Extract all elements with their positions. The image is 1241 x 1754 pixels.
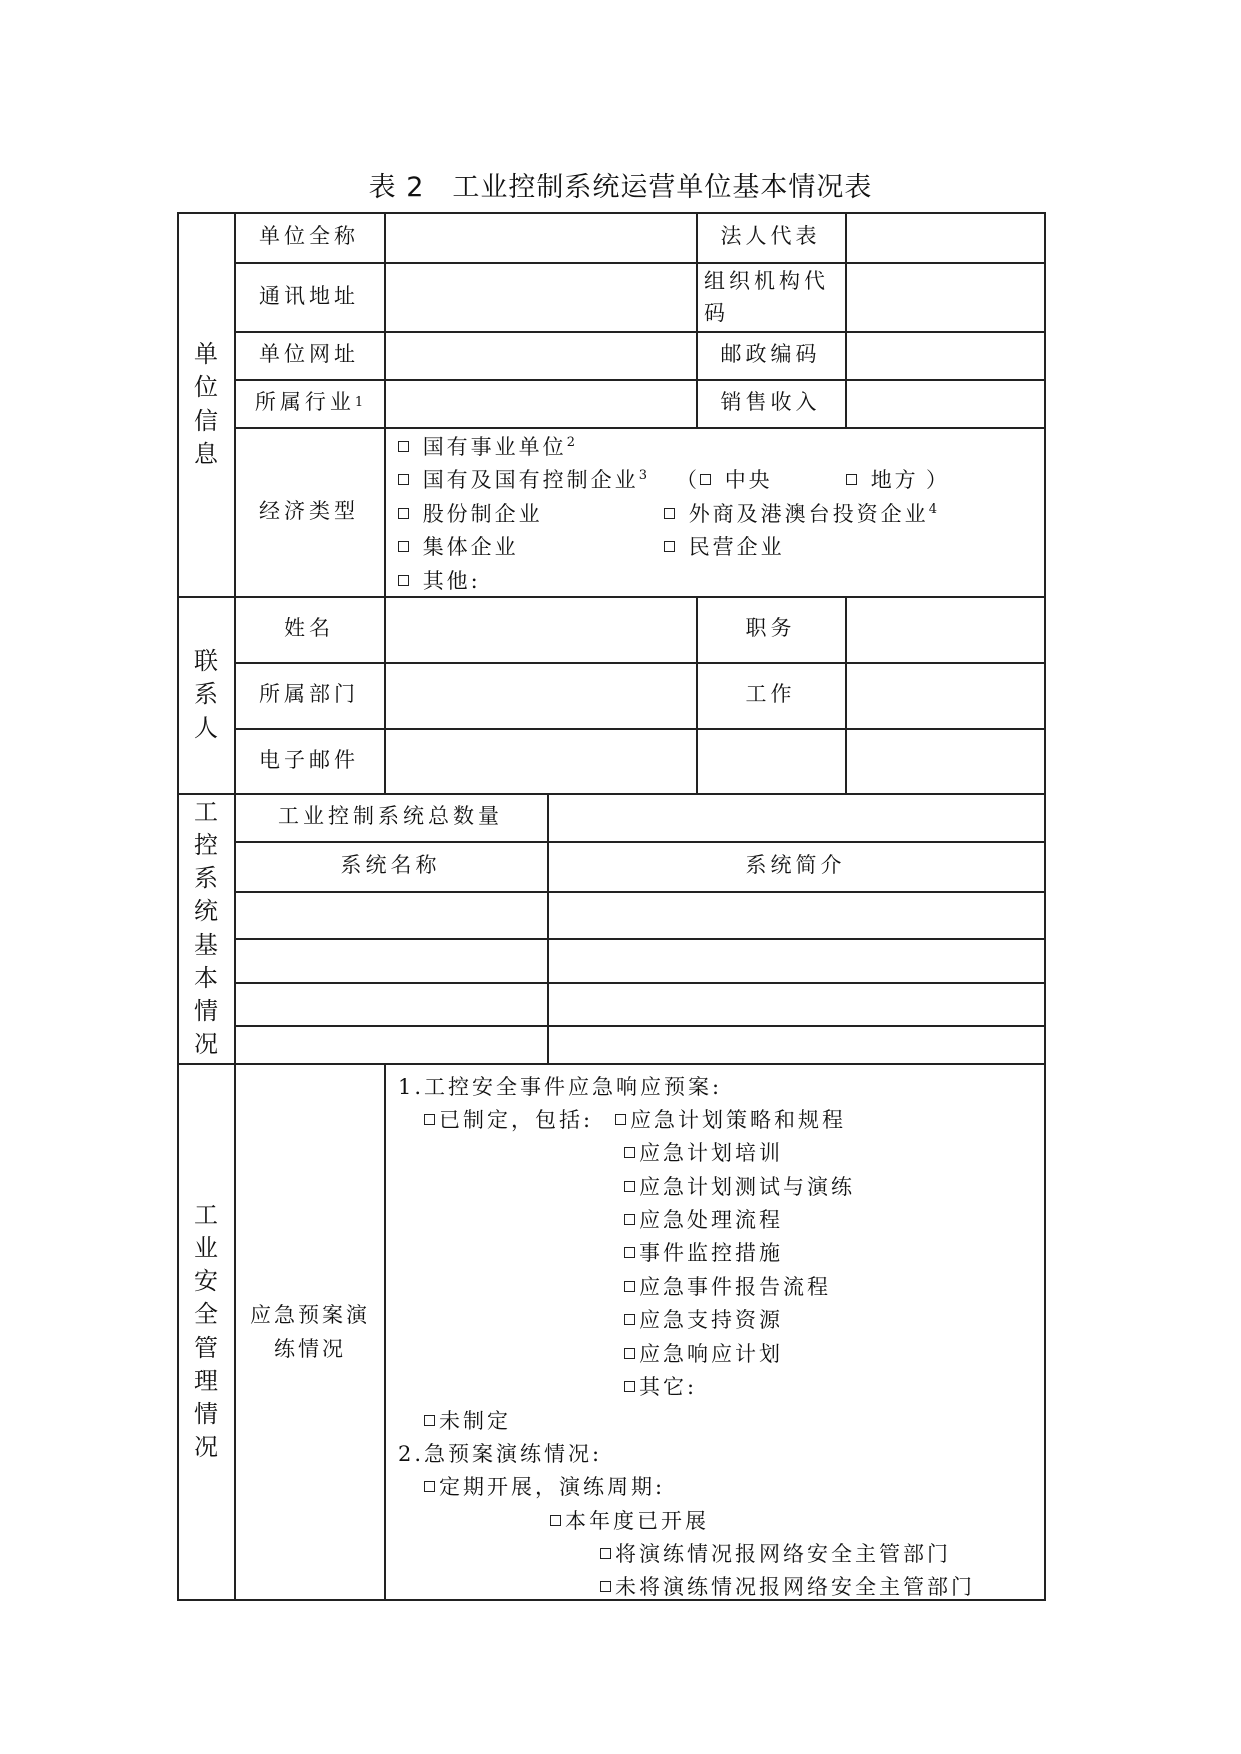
option-item[interactable]: 应急计划培训 xyxy=(624,1137,783,1167)
label-org-code: 组织机构代码 xyxy=(704,269,829,325)
label-industry xyxy=(234,379,384,427)
label-postcode: 邮政编码 xyxy=(720,342,821,367)
label-website: 单位网址 xyxy=(259,342,359,367)
option-reported[interactable]: 将演练情况报网络安全主管部门 xyxy=(600,1538,951,1568)
section-header-char: 况 xyxy=(194,1029,218,1058)
input-ics-total[interactable] xyxy=(549,795,1043,840)
checkbox-icon[interactable] xyxy=(600,1548,611,1559)
section-header-unit-info xyxy=(178,213,234,596)
option-item[interactable]: 应急支持资源 xyxy=(624,1304,783,1334)
section-header-char: 业 xyxy=(194,1234,218,1263)
checkbox-icon[interactable] xyxy=(398,541,409,552)
input-legal-rep[interactable] xyxy=(847,214,1043,261)
label-legal-rep: 法人代表 xyxy=(720,224,821,249)
section-header-ics xyxy=(178,794,234,1063)
option-plan-made[interactable]: 已制定，包括: xyxy=(424,1104,593,1134)
checkbox-icon[interactable] xyxy=(550,1515,561,1526)
label-name: 姓名 xyxy=(284,616,334,641)
checkbox-icon[interactable] xyxy=(624,1381,635,1392)
checkbox-icon[interactable] xyxy=(398,508,409,519)
checkbox-icon[interactable] xyxy=(398,575,409,586)
option-other[interactable]: 其他: xyxy=(398,565,481,595)
checkbox-icon[interactable] xyxy=(664,541,675,552)
option-item[interactable]: 应急处理流程 xyxy=(624,1204,783,1234)
section-header-char: 基 xyxy=(194,930,218,959)
input-position[interactable] xyxy=(847,598,1043,661)
option-private[interactable]: 民营企业 xyxy=(664,531,785,561)
section-header-char: 人 xyxy=(194,713,218,742)
footnote-marker: 1 xyxy=(354,394,364,410)
input-system-name-1[interactable] xyxy=(236,893,546,937)
section-header-char: 控 xyxy=(194,831,218,860)
label-ics-total: 工业控制系统总数量 xyxy=(278,804,503,829)
section-header-contact xyxy=(178,597,234,793)
input-department[interactable] xyxy=(386,664,695,727)
option-item[interactable]: 应急事件报告流程 xyxy=(624,1271,831,1301)
input-extra[interactable] xyxy=(847,730,1043,792)
option-item[interactable]: 应急计划策略和规程 xyxy=(615,1104,846,1134)
label-emergency-plan: 应急预案演练情况 xyxy=(250,1302,370,1361)
checkbox-icon[interactable] xyxy=(624,1348,635,1359)
option-plan-not-made[interactable]: 未制定 xyxy=(424,1405,511,1435)
input-work[interactable] xyxy=(847,664,1043,727)
checkbox-icon[interactable] xyxy=(600,1581,611,1592)
input-sales[interactable] xyxy=(847,381,1043,426)
input-system-name-2[interactable] xyxy=(236,940,546,981)
option-item[interactable]: 应急计划测试与演练 xyxy=(624,1171,855,1201)
input-system-desc-3[interactable] xyxy=(549,984,1043,1024)
option-collective[interactable]: 集体企业 xyxy=(398,531,519,561)
checkbox-icon[interactable] xyxy=(398,441,409,452)
q1-heading: 1.工控安全事件应急响应预案: xyxy=(398,1075,723,1099)
table-border-right xyxy=(1044,212,1046,1601)
option-this-year[interactable]: 本年度已开展 xyxy=(550,1505,709,1535)
section-header-char: 息 xyxy=(194,439,218,468)
section-header-char: 工 xyxy=(194,1201,218,1230)
section-header-char: 工 xyxy=(194,798,218,827)
option-joint-stock[interactable]: 股份制企业 xyxy=(398,498,543,528)
section-header-char: 安 xyxy=(194,1267,218,1296)
option-periodic[interactable]: 定期开展，演练周期: xyxy=(424,1471,665,1501)
checkbox-icon[interactable] xyxy=(615,1114,626,1125)
input-full-name[interactable] xyxy=(386,214,695,261)
section-header-char: 全 xyxy=(194,1300,218,1329)
option-open-paren: （ xyxy=(676,468,700,492)
input-system-desc-2[interactable] xyxy=(549,940,1043,981)
label-department: 所属部门 xyxy=(259,682,359,707)
option-central[interactable]: 中央 xyxy=(700,464,773,494)
label-industry-text: 所属行业 xyxy=(254,390,355,415)
checkbox-icon[interactable] xyxy=(624,1314,635,1325)
input-industry[interactable] xyxy=(386,381,695,426)
label-work: 工作 xyxy=(745,682,796,707)
col-header-system-desc: 系统简介 xyxy=(745,853,846,878)
checkbox-icon[interactable] xyxy=(624,1214,635,1225)
section-header-char: 理 xyxy=(194,1366,218,1395)
checkbox-icon[interactable] xyxy=(624,1181,635,1192)
col-divider xyxy=(384,1063,386,1599)
checkbox-icon[interactable] xyxy=(624,1247,635,1258)
checkbox-icon[interactable] xyxy=(664,508,675,519)
option-close-paren: ） xyxy=(926,468,950,492)
input-website[interactable] xyxy=(386,333,695,378)
input-system-desc-4[interactable] xyxy=(549,1027,1043,1062)
section-header-char: 系 xyxy=(194,864,218,893)
checkbox-icon[interactable] xyxy=(424,1415,435,1426)
label-econ-type: 经济类型 xyxy=(259,498,359,523)
input-org-code[interactable] xyxy=(847,264,1043,330)
checkbox-icon[interactable] xyxy=(624,1147,635,1158)
label-sales: 销售收入 xyxy=(720,390,821,415)
option-local[interactable]: 地方 xyxy=(846,464,919,494)
q2-heading: 2.急预案演练情况: xyxy=(398,1442,603,1466)
checkbox-icon[interactable] xyxy=(700,474,711,485)
section-header-char: 单 xyxy=(194,340,218,369)
option-not-reported[interactable]: 未将演练情况报网络安全主管部门 xyxy=(600,1571,975,1601)
section-header-char: 情 xyxy=(194,1399,218,1428)
option-item-other[interactable]: 其它: xyxy=(624,1371,697,1401)
label-position: 职务 xyxy=(745,616,796,641)
option-foreign-invested[interactable]: 外商及港澳台投资企业$^4$ xyxy=(664,498,937,528)
option-state-enterprise[interactable]: 国有及国有控制企业$^3$ xyxy=(398,464,647,494)
input-address[interactable] xyxy=(386,264,695,330)
page-title: 表 2 工业控制系统运营单位基本情况表 xyxy=(368,172,873,203)
checkbox-icon[interactable] xyxy=(424,1114,435,1125)
section-header-security xyxy=(178,1064,234,1599)
label-address: 通讯地址 xyxy=(259,283,359,308)
checkbox-icon[interactable] xyxy=(624,1281,635,1292)
label-full-name: 单位全称 xyxy=(259,224,359,249)
section-header-char: 位 xyxy=(194,373,218,402)
input-system-name-3[interactable] xyxy=(236,984,546,1024)
section-header-char: 联 xyxy=(194,647,218,676)
input-name[interactable] xyxy=(386,598,695,661)
option-item[interactable]: 事件监控措施 xyxy=(624,1237,783,1267)
col-header-system-name: 系统名称 xyxy=(340,853,441,878)
section-header-char: 况 xyxy=(194,1432,218,1461)
option-item[interactable]: 应急响应计划 xyxy=(624,1338,783,1368)
checkbox-icon[interactable] xyxy=(424,1481,435,1492)
section-header-char: 管 xyxy=(194,1333,218,1362)
input-email[interactable] xyxy=(386,730,695,792)
section-header-char: 情 xyxy=(194,996,218,1025)
checkbox-icon[interactable] xyxy=(398,474,409,485)
checkbox-icon[interactable] xyxy=(846,474,857,485)
option-state-institution[interactable]: 国有事业单位$^2$ xyxy=(398,431,575,461)
section-header-char: 统 xyxy=(194,897,218,926)
label-email: 电子邮件 xyxy=(259,747,359,772)
section-header-char: 信 xyxy=(194,406,218,435)
section-header-char: 本 xyxy=(194,963,218,992)
input-system-name-4[interactable] xyxy=(236,1027,546,1062)
section-header-char: 系 xyxy=(194,680,218,709)
input-system-desc-1[interactable] xyxy=(549,893,1043,937)
input-postcode[interactable] xyxy=(847,333,1043,378)
